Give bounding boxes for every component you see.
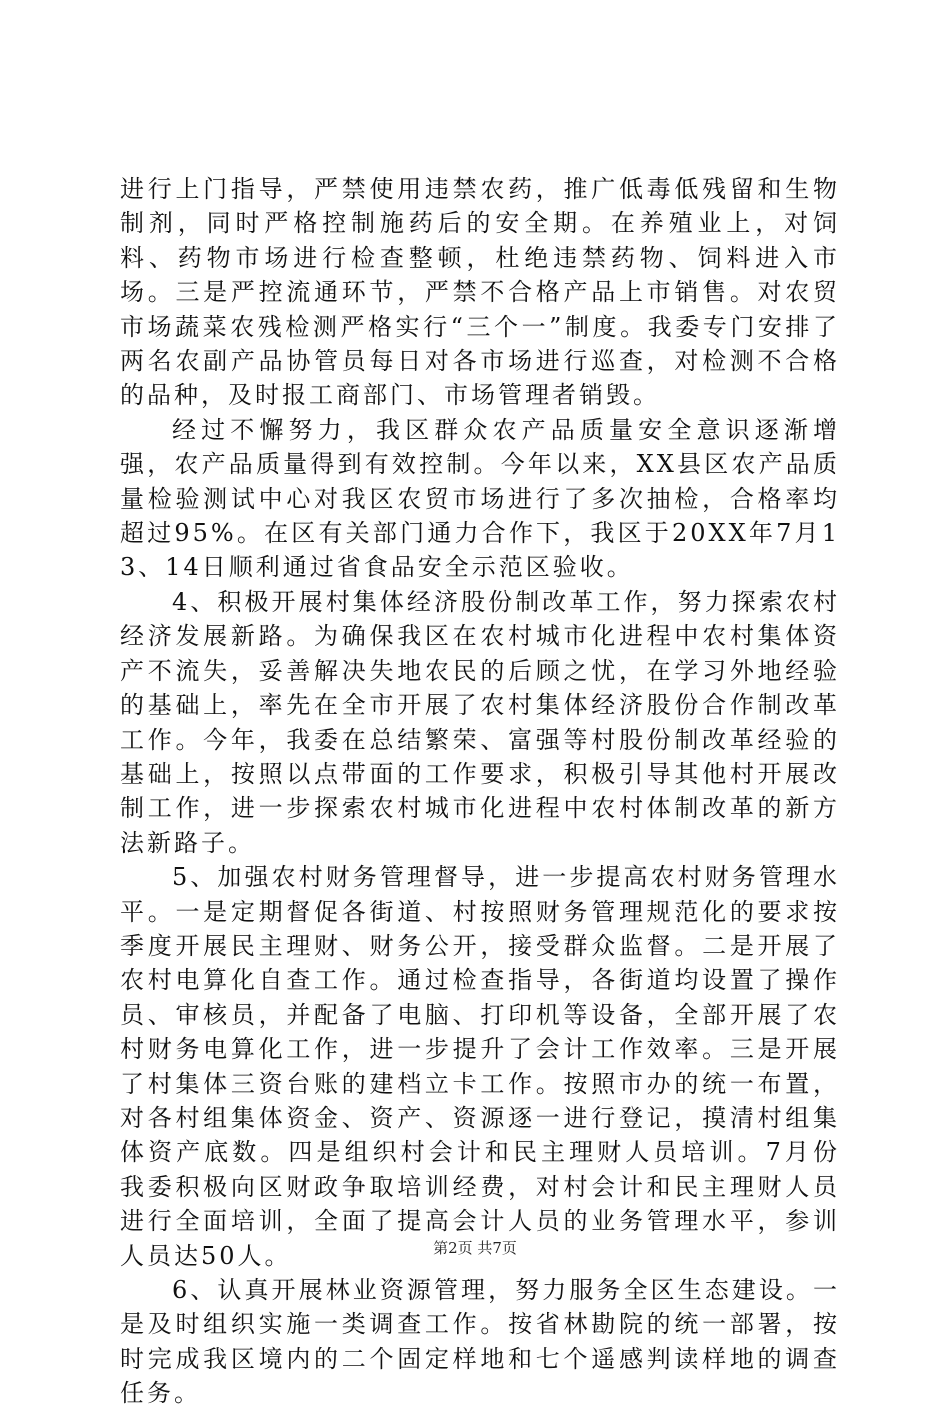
paragraph-4: 5、加强农村财务管理督导，进一步提高农村财务管理水平。一是定期督促各街道、村按照财务管理规范化的要求按季度开展民主理财、财务公开，接受群众监督。二是开展了农村电算化自查工作。通过检查指导，各街道均设置了操作员、审核员，并配备了电脑、打印机等设备，全部开展了农村财务电算化工作，进一步提升了会计工作效率。三是开展了村集体三资台账的建档立卡工作。按照市办的统一布置，对各村组集体资金、资产、资源逐一进行登记，摸清村组集体资产底数。四是组织村会计和民主理财人员培训。7月份我委积极向区财政争取培训经费，对村会计和民主理财人员进行全面培训，全面了提高会计人员的业务管理水平，参训人员达50人。 (120, 863, 840, 1270)
paragraph-5: 6、认真开展林业资源管理，努力服务全区生态建设。一是及时组织实施一类调查工作。按省林勘院的统一部署，按时完成我区境内的二个固定样地和七个遥感判读样地的调查任务。 (120, 1276, 840, 1408)
paragraph-3: 4、积极开展村集体经济股份制改革工作，努力探索农村经济发展新路。为确保我区在农村城市化进程中农村集体资产不流失，妥善解决失地农民的后顾之忧，在学习外地经验的基础上，率先在全市开展了农村集体经济股份合作制改革工作。今年，我委在总结繁荣、富强等村股份制改革经验的基础上，按照以点带面的工作要求，积极引导其他村开展改制工作，进一步探索农村城市化进程中农村体制改革的新方法新路子。 (120, 587, 840, 857)
page-number-footer: 第2页 共7页 (433, 1239, 517, 1257)
paragraph-2: 经过不懈努力，我区群众农产品质量安全意识逐渐增强，农产品质量得到有效控制。今年以来，XX县区农产品质量检验测试中心对我区农贸市场进行了多次抽检，合格率均超过95%。在区有关部门通力合作下，我区于20XX年7月13、14日顺利通过省食品安全示范区验收。 (120, 415, 840, 582)
document-body (120, 172, 840, 1411)
paragraph-1: 进行上门指导，严禁使用违禁农药，推广低毒低残留和生物制剂，同时严格控制施药后的安全期。在养殖业上，对饲料、药物市场进行检查整顿，杜绝违禁药物、饲料进入市场。三是严控流通环节，严禁不合格产品上市销售。对农贸市场蔬菜农残检测严格实行“三个一”制度。我委专门安排了两名农副产品协管员每日对各市场进行巡查，对检测不合格的品种，及时报工商部门、市场管理者销毁。 (120, 175, 840, 410)
